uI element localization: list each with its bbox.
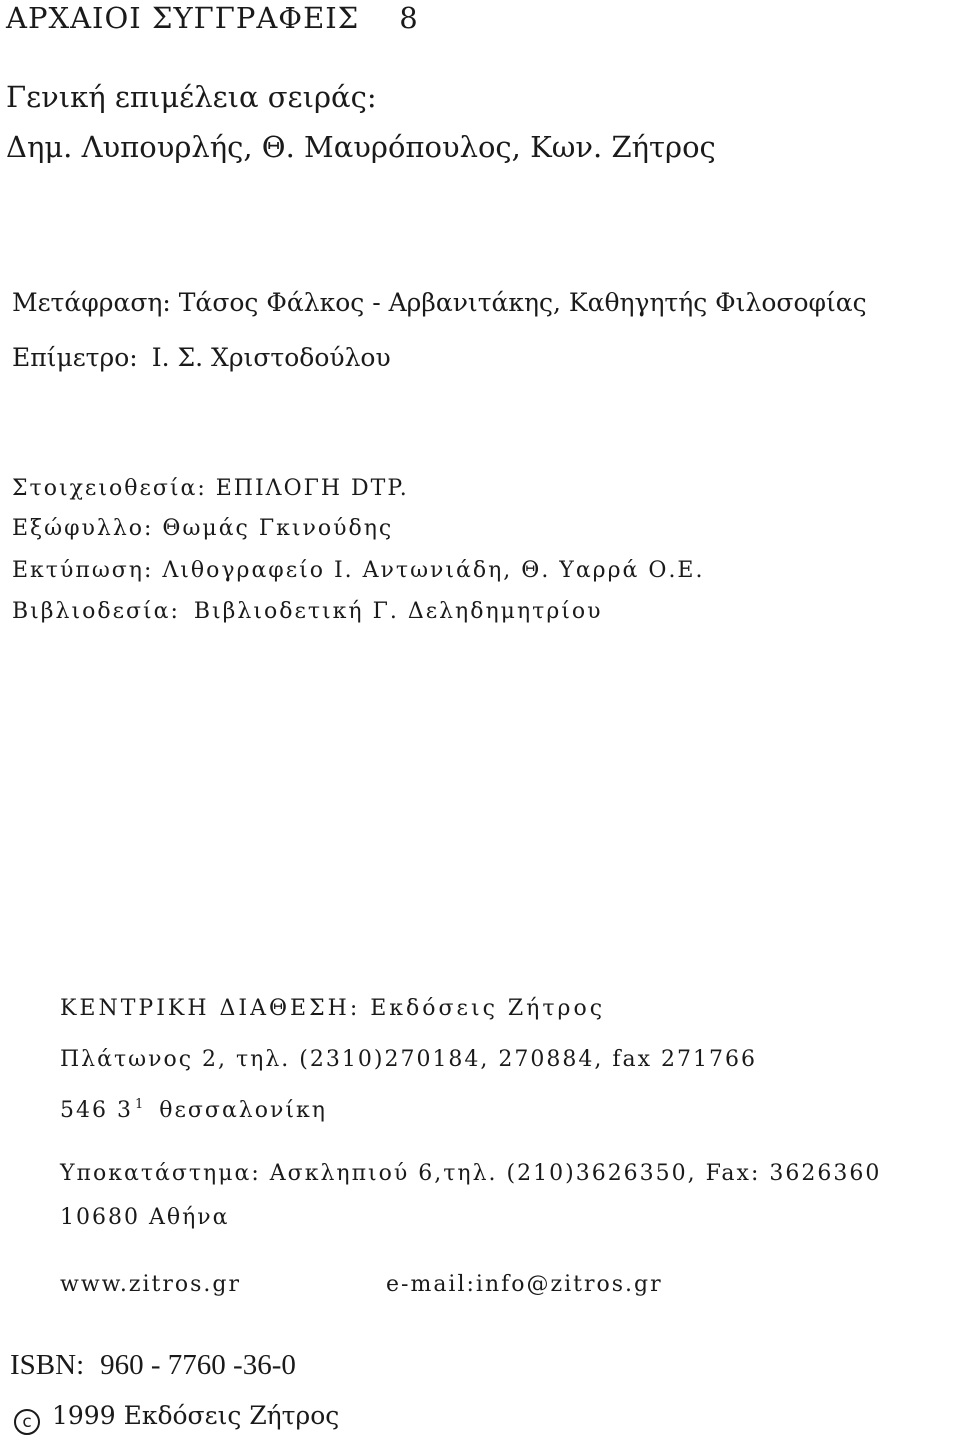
epilogue-label: Επίμετρο: <box>12 343 138 372</box>
distribution-heading: ΚΕΝΤΡΙΚΗ ΔΙΑΘΕΣΗ: Εκδόσεις Ζήτρος <box>60 996 606 1021</box>
branch-city: 10680 Αθήνα <box>60 1205 230 1230</box>
branch-address: Υποκατάστημα: Ασκληπιού 6,τηλ. (210)3626350, Fax: 3626360 <box>60 1161 882 1186</box>
epilogue-name: Ι. Σ. Χριστοδούλου <box>151 343 391 372</box>
series-title-line <box>6 1 419 35</box>
translation-credit: Μετάφραση: Τάσος Φάλκος - Αρβανιτάκης, Καθηγητής Φιλοσοφίας <box>12 288 867 317</box>
copyright-text: 1999 Εκδόσεις Ζήτρος <box>52 1401 340 1430</box>
isbn-line <box>10 1351 296 1380</box>
copyright-line <box>14 1403 339 1435</box>
editors-names: Δημ. Λυπουρλής, Θ. Μαυρόπουλος, Κων. Ζήτρος <box>6 130 716 164</box>
postcode: 546 3 <box>60 1098 133 1123</box>
epilogue-credit <box>12 345 391 370</box>
binding-label: Βιβλιοδεσία: <box>12 599 180 624</box>
binding-credit <box>12 601 603 623</box>
postcode-superscript: 1 <box>134 1097 146 1112</box>
city: θεσσαλονίκη <box>159 1098 327 1123</box>
email-link[interactable]: e-mail:info@zitros.gr <box>386 1272 663 1297</box>
binding-name: Βιβλιοδετική Γ. Δεληδημητρίου <box>193 599 603 624</box>
isbn-value: 960 - 7760 -36-0 <box>100 1349 296 1381</box>
typesetting-credit: Στοιχειοθεσία: ΕΠΙΛΟΓΗ DTP. <box>12 476 409 501</box>
printing-credit: Εκτύπωση: Λιθογραφείο Ι. Αντωνιάδη, Θ. Υαρρά Ο.Ε. <box>12 558 705 583</box>
website-link[interactable]: www.zitros.gr <box>60 1272 241 1297</box>
series-title: ΑΡΧΑΙΟΙ ΣΥΓΓΡΑΦΕΙΣ <box>6 1 360 35</box>
distribution-address: Πλάτωνος 2, τηλ. (2310)270184, 270884, fax 271766 <box>60 1047 758 1072</box>
copyright-icon: c <box>14 1409 40 1435</box>
isbn-label: ISBN: <box>10 1349 85 1381</box>
editors-label: Γενική επιμέλεια σειράς: <box>6 80 377 114</box>
series-number: 8 <box>399 1 419 35</box>
cover-credit: Εξώφυλλο: Θωμάς Γκινούδης <box>12 516 394 541</box>
distribution-postcode-line <box>60 1098 327 1122</box>
